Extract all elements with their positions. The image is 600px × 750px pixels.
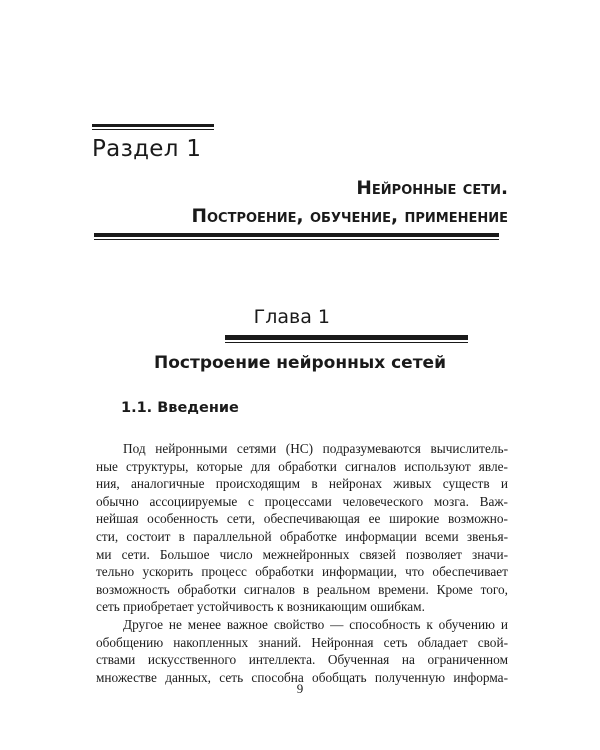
text-line: ми сети. Большое число межнейронных связей позволяет значи- xyxy=(96,546,508,562)
text-line: сеть приобретает устойчивость к возникающим ошибкам. xyxy=(96,599,425,615)
body-text xyxy=(96,440,508,686)
chapter-label: Глава 1 xyxy=(253,306,330,328)
chapter-title: Построение нейронных сетей xyxy=(153,353,446,373)
subsection-title: 1.1. Введение xyxy=(121,400,239,416)
chapter-rule xyxy=(225,335,468,343)
text-line: множестве данных, сеть способна обобщать полученную информа- xyxy=(96,669,508,685)
section-bottom-rule xyxy=(94,233,499,240)
text-line: нейшая особенность сети, обеспечивающая ее широкие возможно- xyxy=(96,511,508,527)
text-line: обобщению накопленных знаний. Нейронная сеть обладает свой- xyxy=(96,634,508,650)
text-line: Другое не менее важное свойство — способность к обучению и xyxy=(123,616,508,632)
text-line: ствами искусственного интеллекта. Обученная на ограниченном xyxy=(96,652,508,668)
text-line: ные структуры, которые для обработки сигналов используют явле- xyxy=(96,458,508,474)
section-title-line-1: Нейронные сети. xyxy=(356,178,508,199)
text-line: Под нейронными сетями (НС) подразумеваются вычислитель- xyxy=(123,441,508,456)
text-line: возможность обработки сигналов в реальном времени. Кроме того, xyxy=(96,581,508,597)
section-top-rule xyxy=(92,124,214,130)
section-label: Раздел 1 xyxy=(92,136,202,162)
section-title-line-2: Построение, обучение, применение xyxy=(191,206,508,227)
page-number: 9 xyxy=(296,681,304,696)
text-line: обычно ассоциируемые с процессами человеческого мозга. Важ- xyxy=(96,493,508,509)
text-line: сти, состоит в параллельной обработке информации всеми звенья- xyxy=(96,528,508,544)
text-line: тельно ускорить процесс обработки информации, что обеспечивает xyxy=(96,564,508,580)
text-line: ния, аналогичные происходящим в нейронах живых существ и xyxy=(96,476,508,492)
